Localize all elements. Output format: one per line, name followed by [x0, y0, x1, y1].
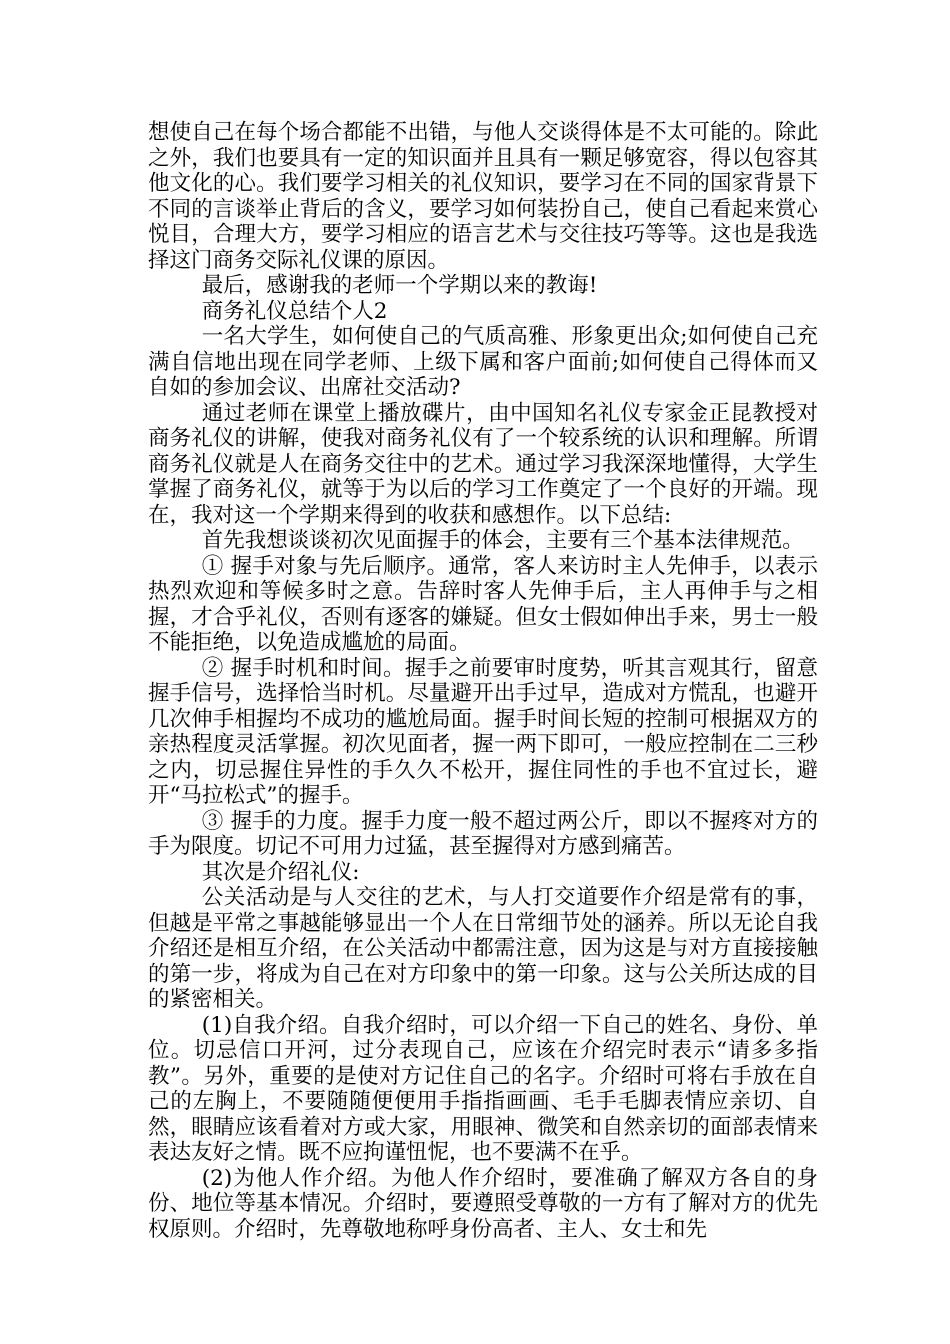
paragraph-introduction-heading: 其次是介绍礼仪:	[201, 859, 360, 885]
paragraph-handshake-strength: ③ 握手的力度。握手力度一般不超过两公斤，即以不握疼对方的手为限度。切记不可用力过猛，甚至握得对方感到痛苦。	[148, 808, 818, 859]
paragraph-self-introduction: (1)自我介绍。自我介绍时，可以介绍一下自己的姓名、身份、单位。切忌信口开河，过分表现自己，应该在介绍完时表示“请多多指教”。另外，重要的是使对方记住自己的名字。介绍时可将右手放在自己的左胸上，不要随随便便用手指指画画、毛手毛脚表情应亲切、自然，眼睛应该看着对方或大家，用眼神、微笑和自然亲切的面部表情来表达友好之情。既不应拘谨忸怩，也不要满不在乎。	[148, 1012, 818, 1165]
paragraph-thanks: 最后，感谢我的老师一个学期以来的教诲!	[201, 273, 598, 298]
paragraph-introducing-others: (2)为他人作介绍。为他人作介绍时，要准确了解双方各自的身份、地位等基本情况。介绍时，要遵照受尊敬的一方有了解对方的优先权原则。介绍时，先尊敬地称呼身份高者、主人、女士和先	[148, 1165, 818, 1242]
paragraph-handshake-timing: ② 握手时机和时间。握手之前要审时度势，听其言观其行，留意握手信号，选择恰当时机。尽量避开出手过早，造成对方慌乱，也避开几次伸手相握均不成功的尴尬局面。握手时间长短的控制可根据双方的亲热程度灵活掌握。初次见面者，握一两下即可，一般应控制在二三秒之内，切忌握住异性的手久久不松开，握住同性的手也不宜过长，避开“马拉松式”的握手。	[148, 655, 818, 808]
section-heading: 商务礼仪总结个人2	[201, 298, 388, 324]
document-page	[148, 120, 818, 1242]
paragraph-handshake-order: ① 握手对象与先后顺序。通常，客人来访时主人先伸手，以表示热烈欢迎和等候多时之意。告辞时客人先伸手后，主人再伸手与之相握，才合乎礼仪，否则有逐客的嫌疑。但女士假如伸出手来，男士一般不能拒绝，以免造成尴尬的局面。	[148, 553, 818, 655]
paragraph-introduction-general: 公关活动是与人交往的艺术，与人打交道要作介绍是常有的事，但越是平常之事越能够显出一个人在日常细节处的涵养。所以无论自我介绍还是相互介绍，在公关活动中都需注意，因为这是与对方直接接触的第一步，将成为自己在对方印象中的第一印象。这与公关所达成的目的紧密相关。	[148, 885, 818, 1012]
paragraph-handshake-intro: 首先我想谈谈初次见面握手的体会，主要有三个基本法律规范。	[201, 528, 804, 553]
paragraph-continuation: 想使自己在每个场合都能不出错，与他人交谈得体是不太可能的。除此之外，我们也要具有一定的知识面并且具有一颗足够宽容，得以包容其他文化的心。我们要学习相关的礼仪知识，要学习在不同的国家背景下不同的言谈举止背后的含义，要学习如何装扮自己，使自己看起来赏心悦目，合理大方，要学习相应的语言艺术与交往技巧等等。这也是我选择这门商务交际礼仪课的原因。	[148, 120, 818, 273]
paragraph-course-summary: 通过老师在课堂上播放碟片，由中国知名礼仪专家金正昆教授对商务礼仪的讲解，使我对商务礼仪有了一个较系统的认识和理解。所谓商务礼仪就是人在商务交往中的艺术。通过学习我深深地懂得，大学生掌握了商务礼仪，就等于为以后的学习工作奠定了一个良好的开端。现在，我对这一个学期来得到的收获和感想作。以下总结:	[148, 400, 818, 528]
paragraph-intro-questions: 一名大学生，如何使自己的气质高雅、形象更出众;如何使自己充满自信地出现在同学老师、上级下属和客户面前;如何使自己得体而又自如的参加会议、出席社交活动?	[148, 324, 818, 400]
